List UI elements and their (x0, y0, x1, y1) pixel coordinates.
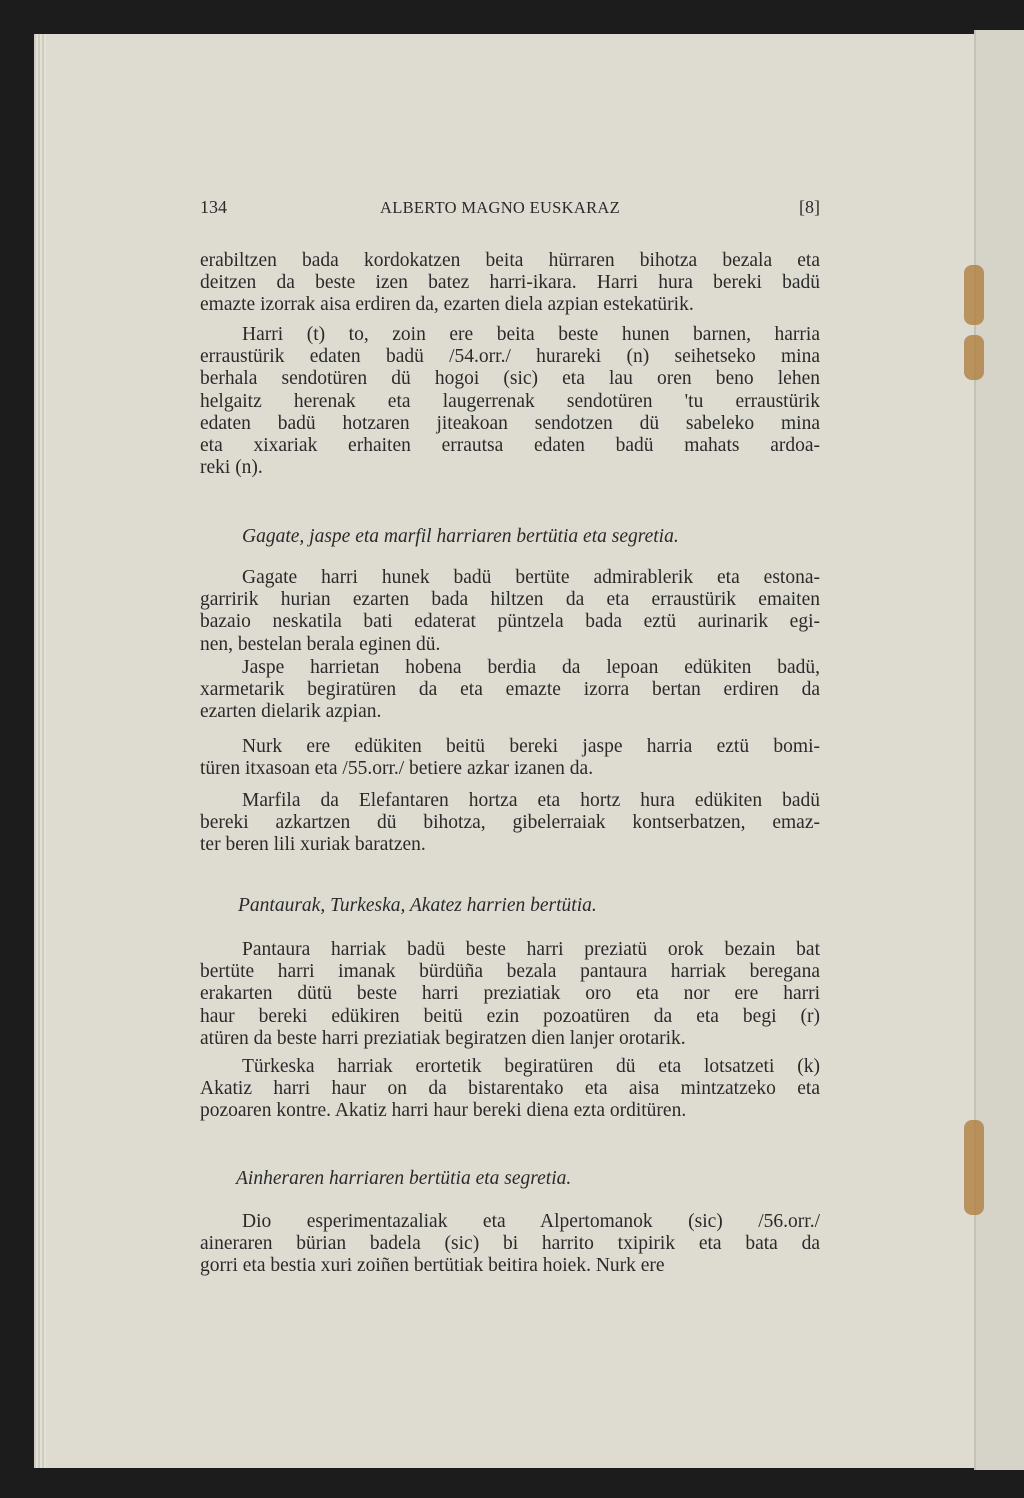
paragraph (200, 657, 820, 724)
facing-page-edge (974, 30, 1024, 1470)
binding-hole-stain (964, 335, 984, 380)
text-line: erraustürik edaten badü /54.orr./ hurareki (n) seihetseko mina (200, 346, 820, 368)
section-heading: Ainheraren harriaren bertütia eta segretia. (236, 1168, 572, 1189)
text-line: emazte izorrak aisa erdiren da, ezarten diela azpian estekatürik. (200, 294, 694, 316)
text-line: eta xixariak erhaiten errautsa edaten badü mahats ardoa- (200, 435, 820, 457)
paragraph (200, 790, 820, 857)
text-line: Akatiz harri haur on da bistarentako eta aisa mintzatzeko eta (200, 1078, 820, 1100)
binding-hole-stain (964, 265, 984, 325)
paragraph (200, 250, 820, 317)
text-line: bazaio neskatila bati edaterat püntzela bada eztü aurinarik egi- (200, 611, 820, 633)
page-number: 134 (200, 197, 227, 217)
text-line: aineraren bürian badela (sic) bi harrito txipirik eta bata da (200, 1233, 820, 1255)
text-line: helgaitz herenak eta laugerrenak sendotüren 'tu erraustürik (200, 390, 820, 412)
text-line: ezarten dielarik azpian. (200, 701, 382, 723)
section-heading: Gagate, jaspe eta marfil harriaren bertütia eta segretia. (242, 526, 679, 547)
section-heading: Pantaurak, Turkeska, Akatez harrien bertütia. (238, 895, 597, 916)
binding-hole-stain (964, 1120, 984, 1215)
section-marker: [8] (799, 197, 820, 217)
paragraph (200, 939, 820, 1050)
text-line: Jaspe harrietan hobena berdia da lepoan edükiten badü, (242, 657, 820, 678)
text-line: berhala sendotüren dü hogoi (sic) eta lau oren beno lehen (200, 368, 820, 390)
text-line: Marfila da Elefantaren hortza eta hortz hura edükiten badü (242, 790, 820, 811)
text-line: nen, bestelan berala eginen dü. (200, 633, 441, 655)
paragraph (200, 736, 820, 780)
paragraph (200, 567, 820, 656)
text-line: bereki azkartzen dü bihotza, gibelerraiak kontserbatzen, emaz- (200, 812, 820, 834)
text-line: Türkeska harriak erortetik begiratüren dü eta lotsatzeti (k) (242, 1056, 820, 1077)
page-stack-edge (34, 34, 46, 1468)
text-line: gorri eta bestia xuri zoiñen bertütiak beitira hoiek. Nurk ere (200, 1255, 665, 1277)
text-line: xarmetarik begiratüren da eta emazte izorra bertan erdiren da (200, 679, 820, 701)
text-line: erakarten dütü beste harri preziatiak oro eta nor ere harri (200, 983, 820, 1005)
text-line: garririk hurian ezarten bada hiltzen da eta erraustürik emaiten (200, 589, 820, 611)
text-line: haur bereki edükiren beitü ezin pozoatüren da eta begi (r) (200, 1005, 820, 1027)
text-line: Harri (t) to, zoin ere beita beste hunen barnen, harria (242, 324, 820, 345)
text-line: Nurk ere edükiten beitü bereki jaspe harria eztü bomi- (242, 736, 820, 757)
text-line: türen itxasoan eta /55.orr./ betiere azkar izanen da. (200, 758, 594, 780)
paragraph (200, 1056, 820, 1123)
text-line: edaten badü hotzaren jiteakoan sendotzen dü sabeleko mina (200, 412, 820, 434)
text-line: ter beren lili xuriak baratzen. (200, 834, 426, 856)
text-line: Pantaura harriak badü beste harri preziatü orok bezain bat (242, 939, 820, 960)
paragraph (200, 324, 820, 479)
text-line: Gagate harri hunek badü bertüte admirablerik eta estona- (242, 567, 820, 588)
text-line: erabiltzen bada kordokatzen beita hürraren bihotza bezala eta (200, 250, 820, 271)
text-line: bertüte harri imanak bürdüña bezala pantaura harriak beregana (200, 961, 820, 983)
text-line: reki (n). (200, 457, 263, 479)
text-line: deitzen da beste izen batez harri-ikara. Harri hura bereki badü (200, 272, 820, 294)
text-line: Dio esperimentazaliak eta Alpertomanok (sic) /56.orr./ (242, 1211, 820, 1232)
text-line: pozoaren kontre. Akatiz harri haur bereki diena ezta orditüren. (200, 1100, 687, 1122)
text-line: atüren da beste harri preziatiak begiratzen dien lanjer orotarik. (200, 1027, 686, 1049)
running-title: ALBERTO MAGNO EUSKARAZ (380, 198, 620, 217)
paragraph (200, 1211, 820, 1278)
